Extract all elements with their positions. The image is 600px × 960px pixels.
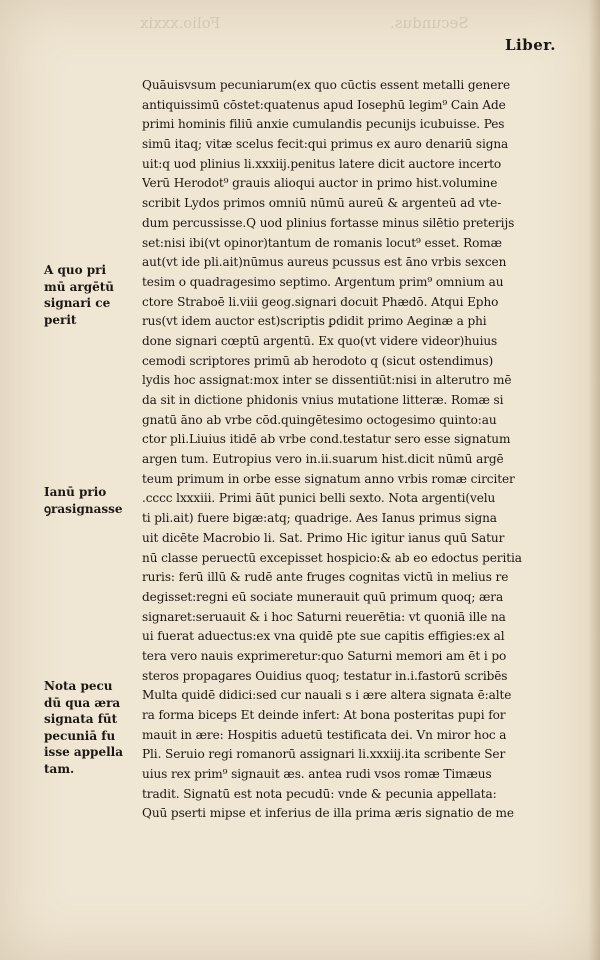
page-edge-shadow [588, 0, 600, 960]
main-text-block [142, 76, 568, 824]
text-line: signaret:seruauit & i hoc Saturni reuerētia: vt quoniā ille na [142, 609, 506, 624]
margin-note-line: A quo pri [44, 263, 107, 277]
margin-note-line: signata fūt [44, 712, 118, 726]
text-line: done signari cœptū argentū. Ex quo(vt videre videor)huius [142, 333, 498, 348]
text-line: uit dicēte Macrobio li. Sat. Primo Hic igitur ianus quū Satur [142, 530, 505, 545]
margin-note-line: dū qua æra [44, 695, 121, 710]
text-line: uit:q uod plinius li.xxxiij.penitus latere dicit auctore incerto [142, 156, 502, 171]
text-line: steros propagares Ouidius quoq; testatur in.i.fastorū scribēs [142, 668, 508, 683]
text-line: cemodi scriptores primū ab herodoto q (sicut ostendimus) [142, 353, 494, 368]
text-line: nū classe peruectū excepisset hospicio:& ab eo edoctus peritia [142, 550, 522, 565]
text-line: Quū pserti mipse et inferius de illa prima æris signatio de me [142, 806, 514, 821]
margin-note-line: Ianū prio [44, 485, 107, 499]
text-line: tera vero nauis exprimeretur:quo Saturni memori am ēt i po [142, 648, 507, 663]
text-line: uius rex prim⁹ signauit æs. antea rudi vsos romæ Timæus [142, 767, 492, 782]
margin-note-line: tam. [44, 761, 75, 776]
margin-note-pecunia [44, 678, 140, 777]
text-line: ruris: ferū illū & rudē ante fruges cognitas victū in melius re [142, 570, 509, 585]
text-line: da sit in dictione phidonis vnius mutatione litteræ. Romæ si [142, 393, 504, 407]
margin-note-line: perit [44, 312, 77, 327]
text-line: degisset:regni eū sociate munerauit quū primum quoq; æra [142, 589, 504, 604]
margin-note-line: mū argētū [44, 279, 114, 294]
margin-note-line: signari ce [44, 296, 111, 310]
margin-note-line: isse appella [44, 745, 123, 759]
text-line: ra forma biceps Et deinde infert: At bona posteritas pupi for [142, 708, 506, 722]
text-line: rus(vt idem auctor est)scriptis ꝑdidit primo Aeginæ a phi [142, 314, 487, 329]
text-line: primi hominis filiū anxie cumulandis pecunijs icubuisse. Pes [142, 117, 505, 132]
text-line: dum percussisse.Q uod plinius fortasse minus silētio preterijs [142, 215, 515, 230]
text-line: Quāuisvsum pecuniarum(ex quo cūctis essent metalli genere [142, 78, 511, 92]
text-line: lydis hoc assignat:mox inter se dissentiūt:nisi in alterutro mē [142, 373, 512, 388]
running-head [140, 14, 570, 54]
text-line: teum primum in orbe esse signatum anno vrbis romæ circiter [142, 471, 515, 486]
text-line: mauit in ære: Hospitis aduetū testificata dei. Vn miror hoc a [142, 727, 507, 742]
bleed-through-folio: Folio.xxxix [140, 14, 221, 32]
text-line: tradit. Signatū est nota pecudū: vnde & pecunia appellata: [142, 786, 497, 801]
text-line: aut(vt ide pli.ait)nūmus aureus pcussus est āno vrbis sexcen [142, 255, 507, 270]
text-line: argen tum. Eutropius vero in.ii.suarum hist.dicit nūmū argē [142, 452, 504, 467]
running-title: Liber. [504, 36, 556, 54]
text-line: ctor pli.Liuius itidē ab vrbe cond.testatur sero esse signatum [142, 432, 511, 447]
text-line: scribit Lydos primos omniū nūmū aureū & argenteū ad vte- [142, 196, 502, 211]
text-line: Pli. Seruio regi romanorū assignari li.xxxiij.ita scribente Ser [142, 747, 506, 762]
text-line: gnatū āno ab vrbe cōd.quingētesimo octogesimo quinto:au [142, 412, 497, 427]
margin-note-first-silver [44, 262, 140, 328]
text-line: tesim o quadragesimo septimo. Argentum prim⁹ omnium au [142, 274, 504, 289]
text-line: antiquissimū cōstet:quatenus apud Iosephū legim⁹ Cain Ade [142, 97, 506, 112]
text-line: simū itaq; vitæ scelus fecit:qui primus ex auro denariū signa [142, 137, 509, 152]
margin-note-janus [44, 484, 140, 517]
text-line: ctore Straboē li.viii geog.signari docuit Phædō. Atqui Epho [142, 294, 499, 309]
text-line: ti pli.ait) fuere bigæ:atq; quadrige. Aes Ianus primus signa [142, 511, 497, 526]
text-line: ui fuerat aduectus:ex vna quidē pte sue capitis effigies:ex al [142, 629, 505, 644]
text-line: .cccc lxxxiii. Primi āūt punici belli sexto. Nota argenti(velu [142, 491, 496, 506]
margin-note-line: pecuniā fu [44, 728, 116, 743]
margin-note-line: Nota pecu [44, 679, 113, 693]
text-line: set:nisi ibi(vt opinor)tantum de romanis locut⁹ esset. Romæ [142, 235, 502, 250]
text-line: Multa quidē didici:sed cur nauali s i ære altera signata ē:alte [142, 688, 512, 703]
margin-note-line: ꝯrasignasse [44, 501, 123, 516]
bleed-through-heading: Secundus. [390, 14, 469, 32]
text-line: Verū Herodot⁹ grauis alioqui auctor in primo hist.volumine [142, 176, 498, 191]
